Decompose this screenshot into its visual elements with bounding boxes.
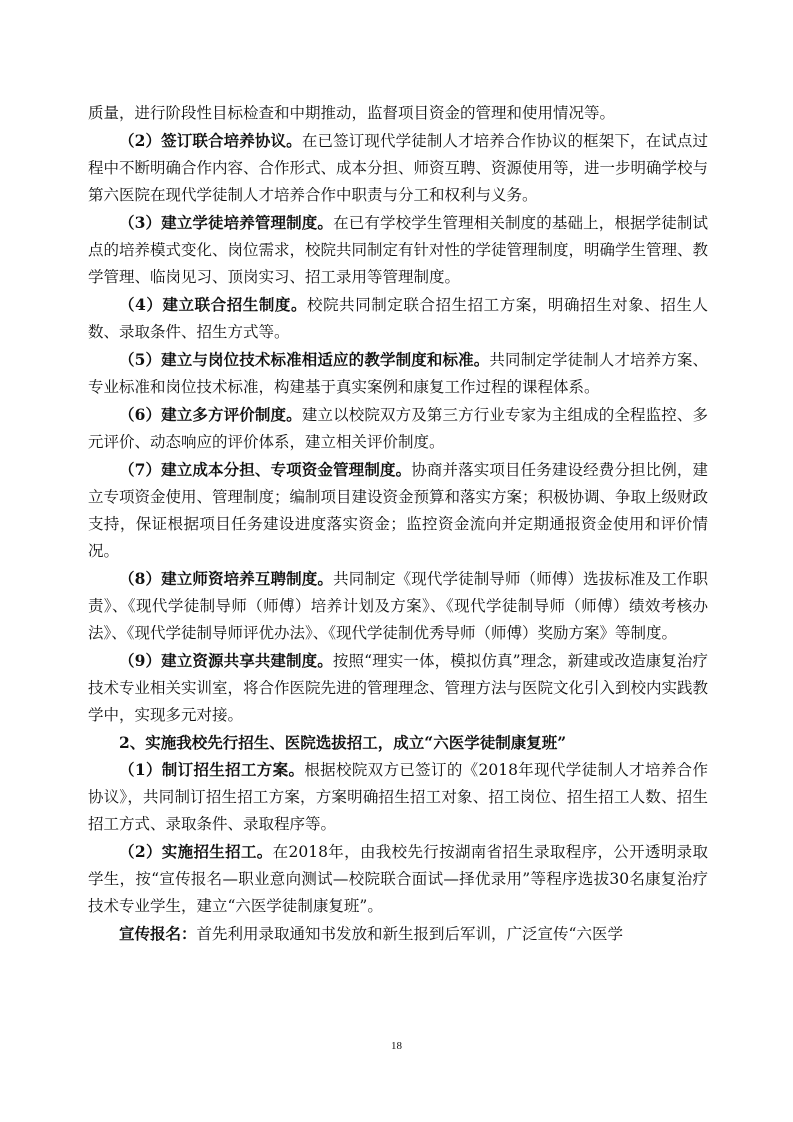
paragraph-text: 建立以校院双方及第三方行业专家为主组成的全程监控、多元评价、动态响应的评价体系，建立相关评价制度。 <box>88 406 708 451</box>
paragraph-lead: 宣传报名： <box>119 924 197 943</box>
paragraph-text: 共同制定学徒制人才培养方案、专业标准和岗位技术标准，构建基于真实案例和康复工作过程的课程体系。 <box>88 351 708 396</box>
paragraph-lead: （3）建立学徒培养管理制度。 <box>119 213 334 232</box>
paragraph-lead: （1）制订招生招工方案。 <box>119 760 305 779</box>
paragraph-text: 校院共同制定联合招生招工方案，明确招生对象、招生人数、录取条件、招生方式等。 <box>88 296 708 341</box>
paragraph-text: 在已有学校学生管理相关制度的基础上，根据学徒制试点的培养模式变化、岗位需求，校院共同制定有针对性的学徒管理制度，明确学生管理、教学管理、临岗见习、顶岗实习、招工录用等管理制度。 <box>88 214 709 286</box>
paragraph-lead: （8）建立师资培养互聘制度。 <box>119 569 334 588</box>
paragraph-lead: （4）建立联合招生制度。 <box>119 295 308 314</box>
paragraph-11 <box>88 920 708 948</box>
paragraph-text: 在已签订现代学徒制人才培养合作协议的框架下，在试点过程中不断明确合作内容、合作形式、成本分担、师资互聘、资源使用等，进一步明确学校与第六医院在现代学徒制人才培养合作中职责与分工和权利与义务。 <box>88 132 709 204</box>
paragraph-lead: （6）建立多方评价制度。 <box>119 405 302 424</box>
page-number: 18 <box>391 1040 402 1052</box>
paragraph-text: 协商并落实项目任务建设经费分担比例，建立专项资金使用、管理制度；编制项目建设资金预算和落实方案；积极协调、争取上级财政支持，保证根据项目任务建设进度落实资金；监控资金流向并定期通报资金使用和评价情况。 <box>88 461 709 560</box>
body-text <box>88 100 708 948</box>
section-heading: 2、实施我校先行招生、医院选拔招工，成立“六医学徒制康复班” <box>119 733 567 752</box>
paragraph-lead: （5）建立与岗位技术标准相适应的教学制度和标准。 <box>119 350 490 369</box>
paragraph-7 <box>88 565 708 647</box>
paragraph-text: 质量，进行阶段性目标检查和中期推动，监督项目资金的管理和使用情况等。 <box>88 104 616 122</box>
paragraph-text: 共同制定《现代学徒制导师（师傅）选拔标准及工作职责》、《现代学徒制导师（师傅）培养计划及方案》、《现代学徒制导师（师傅）绩效考核办法》、《现代学徒制导师评优办法》、《现代学徒制优秀导师（师傅）奖励方案》等制度。 <box>88 570 708 642</box>
paragraph-text: 在2018年，由我校先行按湖南省招生录取程序，公开透明录取学生，按“宣传报名—职业意向测试—校院联合面试—择优录用”等程序选拔30名康复治疗技术专业学生，建立“六医学徒制康复班”。 <box>88 843 708 915</box>
paragraph-1 <box>88 127 708 209</box>
paragraph-10 <box>88 838 708 920</box>
paragraph-3 <box>88 291 708 346</box>
paragraph-8 <box>88 647 708 729</box>
paragraph-text: 首先利用录取通知书发放和新生报到后军训，广泛宣传“六医学 <box>196 925 623 943</box>
paragraph-lead: （2）实施招生招工。 <box>119 842 273 861</box>
paragraph-text: 按照“理实一体，模拟仿真”理念，新建或改造康复治疗技术专业相关实训室，将合作医院先进的管理理念、管理方法与医院文化引入到校内实践教学中，实现多元对接。 <box>88 652 709 724</box>
paragraph-lead: （9）建立资源共享共建制度。 <box>119 651 333 670</box>
paragraph-lead: （7）建立成本分担、专项资金管理制度。 <box>119 460 412 479</box>
paragraph-5 <box>88 401 708 456</box>
paragraph-2 <box>88 209 708 291</box>
paragraph-lead: （2）签订联合培养协议。 <box>119 131 302 150</box>
paragraph-text: 根据校院双方已签订的《2018年现代学徒制人才培养合作协议》，共同制订招生招工方案，方案明确招生招工对象、招工岗位、招生招工人数、招生招工方式、录取条件、录取程序等。 <box>88 761 708 833</box>
paragraph-6 <box>88 456 708 565</box>
paragraph-4 <box>88 346 708 401</box>
paragraph-0 <box>88 100 708 127</box>
paragraph-9 <box>88 756 708 838</box>
